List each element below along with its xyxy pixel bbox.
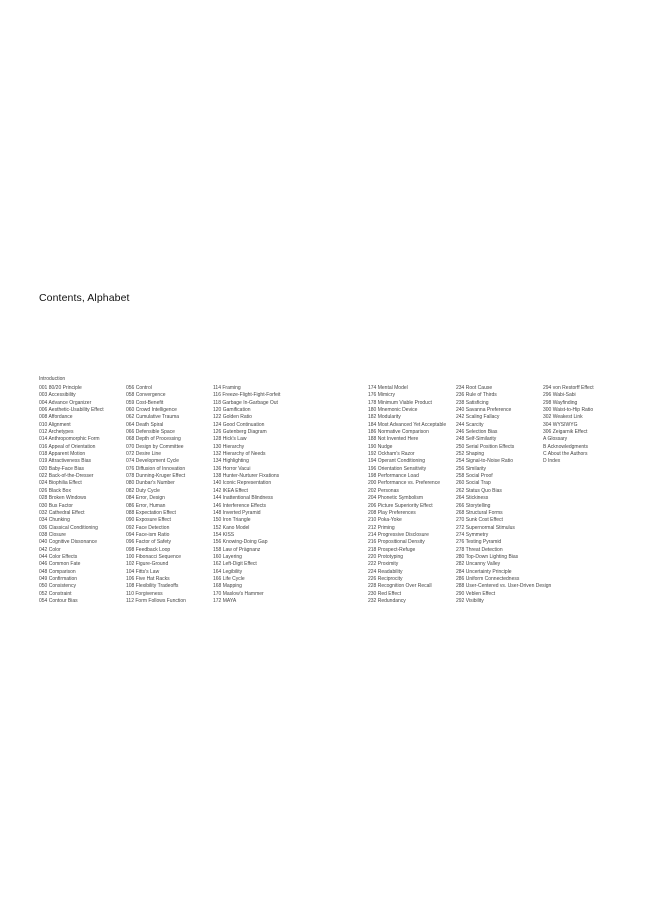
toc-entry: 208 Play Preferences (368, 509, 416, 516)
toc-entry: 290 Veblen Effect (456, 590, 496, 597)
toc-entry: 192 Ockham's Razor (368, 451, 415, 458)
toc-entry: 272 Supernormal Stimulus (456, 524, 515, 531)
toc-entry: 010 Alignment (39, 421, 71, 428)
toc-entry: A Glossary (543, 436, 568, 443)
toc-entry: 218 Prospect-Refuge (368, 546, 416, 553)
toc-entry: B Acknowledgments (543, 443, 589, 450)
intro-label: Introduction (39, 376, 66, 382)
toc-entry: 262 Status Quo Bias (456, 487, 502, 494)
toc-entry: 064 Death Spiral (126, 421, 164, 428)
toc-entry: 286 Uniform Connectedness (456, 575, 520, 582)
toc-entry: 084 Error, Design (126, 495, 165, 502)
toc-entry: 276 Testing Pyramid (456, 539, 502, 546)
toc-entry: 306 Zeigarnik Effect (543, 429, 588, 436)
toc-entry: 190 Nudge (368, 443, 393, 450)
toc-entry: 140 Iconic Representation (213, 480, 272, 487)
toc-entry: 300 Waist-to-Hip Ratio (543, 407, 594, 414)
toc-entry: 184 Most Advanced Yet Acceptable (368, 421, 447, 428)
toc-entry: 086 Error, Human (126, 502, 166, 509)
toc-entry: 274 Symmetry (456, 531, 489, 538)
toc-entry: 256 Similarity (456, 465, 487, 472)
toc-entry: 288 User-Centered vs. User-Driven Design (456, 583, 552, 590)
toc-entry: 212 Priming (368, 524, 395, 531)
toc-entry: 246 Selection Bias (456, 429, 498, 436)
toc-entry: 138 Hunter-Nurturer Fixations (213, 473, 280, 480)
toc-entry: 068 Depth of Processing (126, 436, 181, 443)
toc-entry: 152 Kano Model (213, 524, 250, 531)
toc-entry: 066 Defensible Space (126, 429, 175, 436)
toc-entry: 038 Closure (39, 531, 66, 538)
toc-entry: 078 Dunning-Kruger Effect (126, 473, 186, 480)
toc-entry: 204 Phonetic Symbolism (368, 495, 424, 502)
toc-entry: 214 Progressive Disclosure (368, 531, 429, 538)
toc-entry: 296 Wabi-Sabi (543, 392, 576, 399)
toc-entry: 180 Mnemonic Device (368, 407, 418, 414)
toc-entry: 026 Black Box (39, 487, 71, 494)
toc-entry: 094 Face-ism Ratio (126, 531, 170, 538)
toc-entry: 168 Mapping (213, 583, 242, 590)
toc-entry: 150 Iron Triangle (213, 517, 251, 524)
toc-entry: 176 Mimicry (368, 392, 395, 399)
toc-entry: 132 Hierarchy of Needs (213, 451, 266, 458)
toc-entry: 102 Figure-Ground (126, 561, 169, 568)
toc-entry: 170 Maslow's Hammer (213, 590, 264, 597)
toc-column-2 (126, 385, 222, 605)
toc-entry: 049 Confirmation (39, 575, 78, 582)
toc-entry: 166 Life Cycle (213, 575, 245, 582)
toc-entry: D Index (543, 458, 561, 465)
toc-entry: 144 Inattentional Blindness (213, 495, 274, 502)
toc-entry: 112 Form Follows Function (126, 597, 186, 604)
toc-entry: 044 Color Effects (39, 553, 78, 560)
toc-entry: 196 Orientation Sensitivity (368, 465, 427, 472)
toc-entry: 008 Affordance (39, 414, 73, 421)
toc-column-6 (543, 385, 639, 466)
toc-entry: 076 Diffusion of Innovation (126, 465, 186, 472)
toc-entry: 302 Weakest Link (543, 414, 583, 421)
toc-column-1 (39, 385, 135, 605)
toc-entry: 304 WYSIWYG (543, 421, 578, 428)
toc-entry: 232 Redundancy (368, 597, 406, 604)
toc-entry: 114 Framing (213, 385, 241, 391)
page-title: Contents, Alphabet (39, 292, 130, 304)
toc-entry: 098 Feedback Loop (126, 546, 171, 553)
toc-entry: 154 KISS (213, 531, 235, 538)
toc-entry: 110 Forgiveness (126, 590, 163, 597)
toc-entry: 054 Contour Bias (39, 597, 78, 604)
toc-entry: 178 Minimum Viable Product (368, 399, 432, 406)
toc-entry: 242 Scaling Fallacy (456, 414, 500, 421)
toc-entry: 248 Self-Similarity (456, 436, 497, 443)
toc-entry: 254 Signal-to-Noise Ratio (456, 458, 513, 465)
toc-entry: 072 Desire Line (126, 451, 162, 458)
toc-entry: 158 Law of Prägnanz (213, 546, 261, 553)
toc-entry: 024 Biophilia Effect (39, 480, 82, 487)
toc-entry: 160 Layering (213, 553, 242, 560)
toc-entry: 162 Left-Digit Effect (213, 561, 257, 568)
toc-entry: 070 Design by Committee (126, 443, 184, 450)
toc-entry: 022 Back-of-the-Dresser (39, 473, 94, 480)
toc-entry: 120 Gamification (213, 407, 251, 414)
toc-entry: 088 Expectation Effect (126, 509, 176, 516)
toc-entry: 036 Classical Conditioning (39, 524, 98, 531)
toc-entry: 234 Root Cause (456, 385, 493, 391)
toc-entry: 046 Common Fate (39, 561, 81, 568)
toc-entry: 052 Constraint (39, 590, 72, 597)
toc-entry: 268 Structural Forms (456, 509, 503, 516)
toc-entry: 202 Personas (368, 487, 399, 494)
toc-entry: 240 Savanna Preference (456, 407, 512, 414)
toc-entry: 080 Dunbar's Number (126, 480, 175, 487)
toc-entry: 244 Scarcity (456, 421, 484, 428)
toc-entry: 206 Picture Superiority Effect (368, 502, 433, 509)
toc-entry: 104 Fitts's Law (126, 568, 160, 575)
toc-entry: 292 Visibility (456, 597, 484, 604)
toc-entry: 056 Control (126, 385, 152, 391)
toc-entry: 020 Baby-Face Bias (39, 465, 85, 472)
toc-entry: 156 Knowing-Doing Gap (213, 539, 268, 546)
toc-entry: 122 Golden Ratio (213, 414, 252, 421)
toc-entry: 298 Wayfinding (543, 399, 578, 406)
toc-entry: 220 Prototyping (368, 553, 404, 560)
toc-entry: 216 Propositional Density (368, 539, 425, 546)
toc-column-3 (213, 385, 309, 605)
toc-entry: 264 Stickiness (456, 495, 489, 502)
toc-entry: 058 Convergence (126, 392, 166, 399)
toc-entry: 090 Exposure Effect (126, 517, 171, 524)
toc-entry: 146 Interference Effects (213, 502, 266, 509)
toc-entry: 174 Mental Model (368, 385, 408, 391)
toc-entry: 116 Freeze-Flight-Fight-Forfeit (213, 392, 281, 399)
toc-column-5 (456, 385, 552, 605)
toc-entry: 270 Sunk Cost Effect (456, 517, 503, 524)
toc-entry: 188 Not Invented Here (368, 436, 419, 443)
toc-entry: 182 Modularity (368, 414, 401, 421)
toc-entry: 282 Uncanny Valley (456, 561, 501, 568)
toc-entry: 258 Social Proof (456, 473, 493, 480)
toc-entry: 260 Social Trap (456, 480, 491, 487)
toc-entry: 266 Storytelling (456, 502, 491, 509)
toc-entry: 004 Advance Organizer (39, 399, 92, 406)
toc-entry: 284 Uncertainty Principle (456, 568, 512, 575)
toc-entry: 014 Anthropomorphic Form (39, 436, 100, 443)
toc-entry: 126 Gutenberg Diagram (213, 429, 267, 436)
toc-entry: 130 Hierarchy (213, 443, 245, 450)
toc-entry: 294 von Restorff Effect (543, 385, 594, 391)
toc-entry: 228 Recognition Over Recall (368, 583, 432, 590)
toc-entry: 136 Horror Vacui (213, 465, 251, 472)
toc-entry: 062 Cumulative Trauma (126, 414, 180, 421)
toc-entry: 172 MAYA (213, 597, 237, 604)
toc-entry: 210 Poka-Yoke (368, 517, 402, 524)
toc-entry: C About the Authors (543, 451, 588, 458)
toc-entry: 032 Cathedral Effect (39, 509, 85, 516)
toc-entry: 100 Fibonacci Sequence (126, 553, 182, 560)
toc-entry: 012 Archetypes (39, 429, 74, 436)
toc-entry: 108 Flexibility Tradeoffs (126, 583, 179, 590)
toc-entry: 034 Chunking (39, 517, 70, 524)
toc-entry: 238 Satisficing (456, 399, 489, 406)
toc-entry: 200 Performance vs. Preference (368, 480, 440, 487)
toc-entry: 142 IKEA Effect (213, 487, 248, 494)
toc-entry: 118 Garbage In-Garbage Out (213, 399, 278, 406)
toc-entry: 096 Factor of Safety (126, 539, 172, 546)
toc-entry: 060 Crowd Intelligence (126, 407, 177, 414)
toc-entry: 006 Aesthetic-Usability Effect (39, 407, 104, 414)
toc-entry: 082 Duty Cycle (126, 487, 160, 494)
toc-entry: 280 Top-Down Lighting Bias (456, 553, 519, 560)
toc-entry: 106 Five Hat Racks (126, 575, 170, 582)
toc-entry: 092 Face Detection (126, 524, 170, 531)
toc-entry: 194 Operant Conditioning (368, 458, 425, 465)
toc-entry: 028 Broken Windows (39, 495, 87, 502)
toc-entry: 236 Rule of Thirds (456, 392, 497, 399)
toc-entry: 019 Attractiveness Bias (39, 458, 91, 465)
toc-entry: 252 Shaping (456, 451, 485, 458)
toc-entry: 059 Cost-Benefit (126, 399, 164, 406)
toc-entry: 128 Hick's Law (213, 436, 247, 443)
toc-entry: 148 Inverted Pyramid (213, 509, 261, 516)
toc-entry: 003 Accessibility (39, 392, 76, 399)
toc-entry: 134 Highlighting (213, 458, 249, 465)
toc-entry: 278 Threat Detection (456, 546, 503, 553)
toc-entry: 164 Legibility (213, 568, 243, 575)
toc-entry: 222 Proximity (368, 561, 399, 568)
toc-entry: 250 Serial Position Effects (456, 443, 515, 450)
toc-entry: 186 Normative Comparison (368, 429, 429, 436)
toc-entry: 226 Reciprocity (368, 575, 403, 582)
toc-entry: 016 Appeal of Orientation (39, 443, 96, 450)
toc-entry: 040 Cognitive Dissonance (39, 539, 98, 546)
toc-entry: 074 Development Cycle (126, 458, 180, 465)
toc-entry: 124 Good Continuation (213, 421, 265, 428)
toc-column-4 (368, 385, 464, 605)
toc-entry: 050 Consistency (39, 583, 76, 590)
toc-entry: 230 Red Effect (368, 590, 401, 597)
toc-entry: 042 Color (39, 546, 61, 553)
toc-entry: 198 Performance Load (368, 473, 419, 480)
toc-entry: 030 Bus Factor (39, 502, 73, 509)
toc-entry: 001 80/20 Principle (39, 385, 82, 391)
toc-entry: 224 Readability (368, 568, 403, 575)
toc-entry: 048 Comparison (39, 568, 76, 575)
toc-entry: 018 Apparent Motion (39, 451, 86, 458)
